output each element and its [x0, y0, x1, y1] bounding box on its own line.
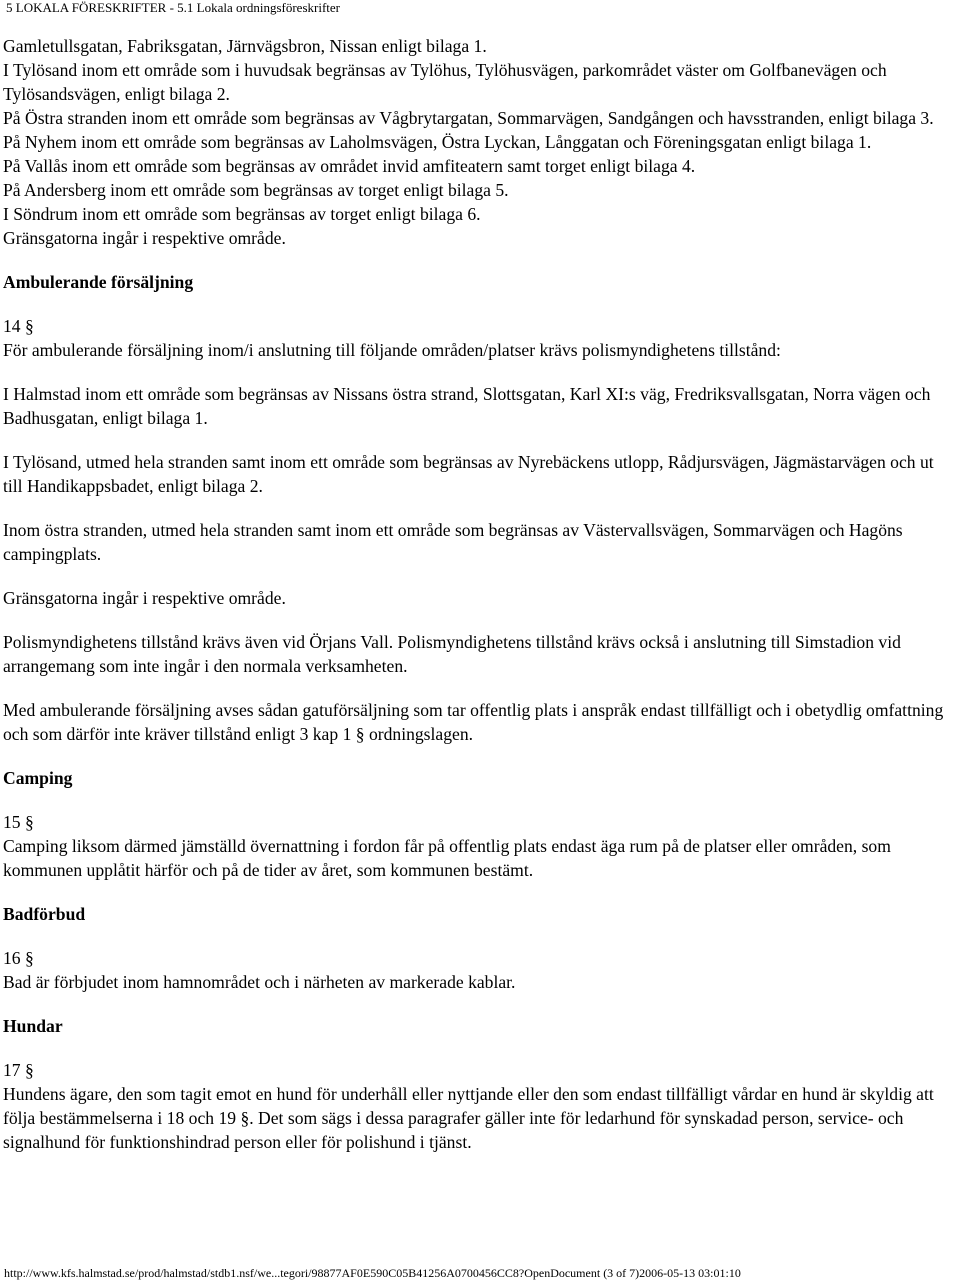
section-heading-ambulerande: Ambulerande försäljning: [3, 272, 194, 292]
section-paragraph: Med ambulerande försäljning avses sådan gatuförsäljning som tar offentlig plats i anspråk endast tillfälligt och i obetydlig omfattning och som därför inte kräver tillstånd enligt 3 kap 1 § ordningslagen.: [3, 700, 944, 744]
area-item: I Tylösand inom ett område som i huvudsak begränsas av Tylöhus, Tylöhusvägen, parkområdet väster om Golfbanevägen och Tylösandsvägen, enligt bilaga 2.: [3, 60, 887, 104]
area-item: I Söndrum inom ett område som begränsas av torget enligt bilaga 6.: [3, 204, 481, 224]
section-heading-hundar: Hundar: [3, 1016, 63, 1036]
section-paragraph: Inom östra stranden, utmed hela stranden samt inom ett område som begränsas av Västervallsvägen, Sommarvägen och Hagöns campingplats.: [3, 520, 903, 564]
section-text: Camping liksom därmed jämställd övernattning i fordon får på offentlig plats endast äga rum på de platser eller områden, som kommunen upplåtit härför och på de tider av året, som kommunen bestämt.: [3, 836, 891, 880]
paragraph-number: 15 §: [3, 812, 34, 832]
section-paragraph: I Halmstad inom ett område som begränsas av Nissans östra strand, Slottsgatan, Karl XI:s väg, Fredriksvallsgatan, Norra vägen och Badhusgatan, enligt bilaga 1.: [3, 384, 931, 428]
paragraph-number: 14 §: [3, 316, 34, 336]
section-text: Bad är förbjudet inom hamnområdet och i närheten av markerade kablar.: [3, 972, 516, 992]
section-text: Hundens ägare, den som tagit emot en hund för underhåll eller nyttjande eller den som endast tillfälligt vårdar en hund är skyldig att följa bestämmelserna i 18 och 19 §. Det som sägs i dessa paragrafer gäller inte för ledarhund för synskadad person, service- och signalhund för funktionshindrad person eller för polishund i tjänst.: [3, 1084, 934, 1152]
document-body: [3, 34, 953, 1154]
paragraph-number: 17 §: [3, 1060, 34, 1080]
footer-page-info: (3 of 7)2006-05-13 03:01:10: [603, 1266, 741, 1280]
page-header: [6, 0, 340, 15]
area-item: På Nyhem inom ett område som begränsas av Laholmsvägen, Östra Lyckan, Långgatan och Föreningsgatan enligt bilaga 1.: [3, 132, 872, 152]
area-item: På Vallås inom ett område som begränsas av området invid amfiteatern samt torget enligt bilaga 4.: [3, 156, 696, 176]
area-item: På Andersberg inom ett område som begränsas av torget enligt bilaga 5.: [3, 180, 509, 200]
section-paragraph: Gränsgatorna ingår i respektive område.: [3, 588, 286, 608]
area-item: Gamletullsgatan, Fabriksgatan, Järnvägsbron, Nissan enligt bilaga 1.: [3, 36, 487, 56]
section-paragraph: I Tylösand, utmed hela stranden samt inom ett område som begränsas av Nyrebäckens utlopp, Rådjursvägen, Jägmästarvägen och ut till Handikappsbadet, enligt bilaga 2.: [3, 452, 934, 496]
page-footer: [4, 1266, 741, 1280]
footer-url[interactable]: http://www.kfs.halmstad.se/prod/halmstad/stdb1.nsf/we...tegori/98877AF0E590C05B41256A0700456CC8?OpenDocument: [4, 1266, 601, 1280]
area-item: På Östra stranden inom ett område som begränsas av Vågbrytargatan, Sommarvägen, Sandgången och havsstranden, enligt bilaga 3.: [3, 108, 934, 128]
breadcrumb: 5 LOKALA FÖRESKRIFTER - 5.1 Lokala ordningsföreskrifter: [6, 0, 340, 15]
section-intro: För ambulerande försäljning inom/i anslutning till följande områden/platser krävs polismyndighetens tillstånd:: [3, 340, 781, 360]
section-heading-camping: Camping: [3, 768, 73, 788]
area-item: Gränsgatorna ingår i respektive område.: [3, 228, 286, 248]
section-paragraph: Polismyndighetens tillstånd krävs även vid Örjans Vall. Polismyndighetens tillstånd krävs också i anslutning till Simstadion vid arrangemang som inte ingår i den normala verksamheten.: [3, 632, 901, 676]
section-heading-badforbud: Badförbud: [3, 904, 86, 924]
paragraph-number: 16 §: [3, 948, 34, 968]
area-list: [3, 34, 953, 250]
